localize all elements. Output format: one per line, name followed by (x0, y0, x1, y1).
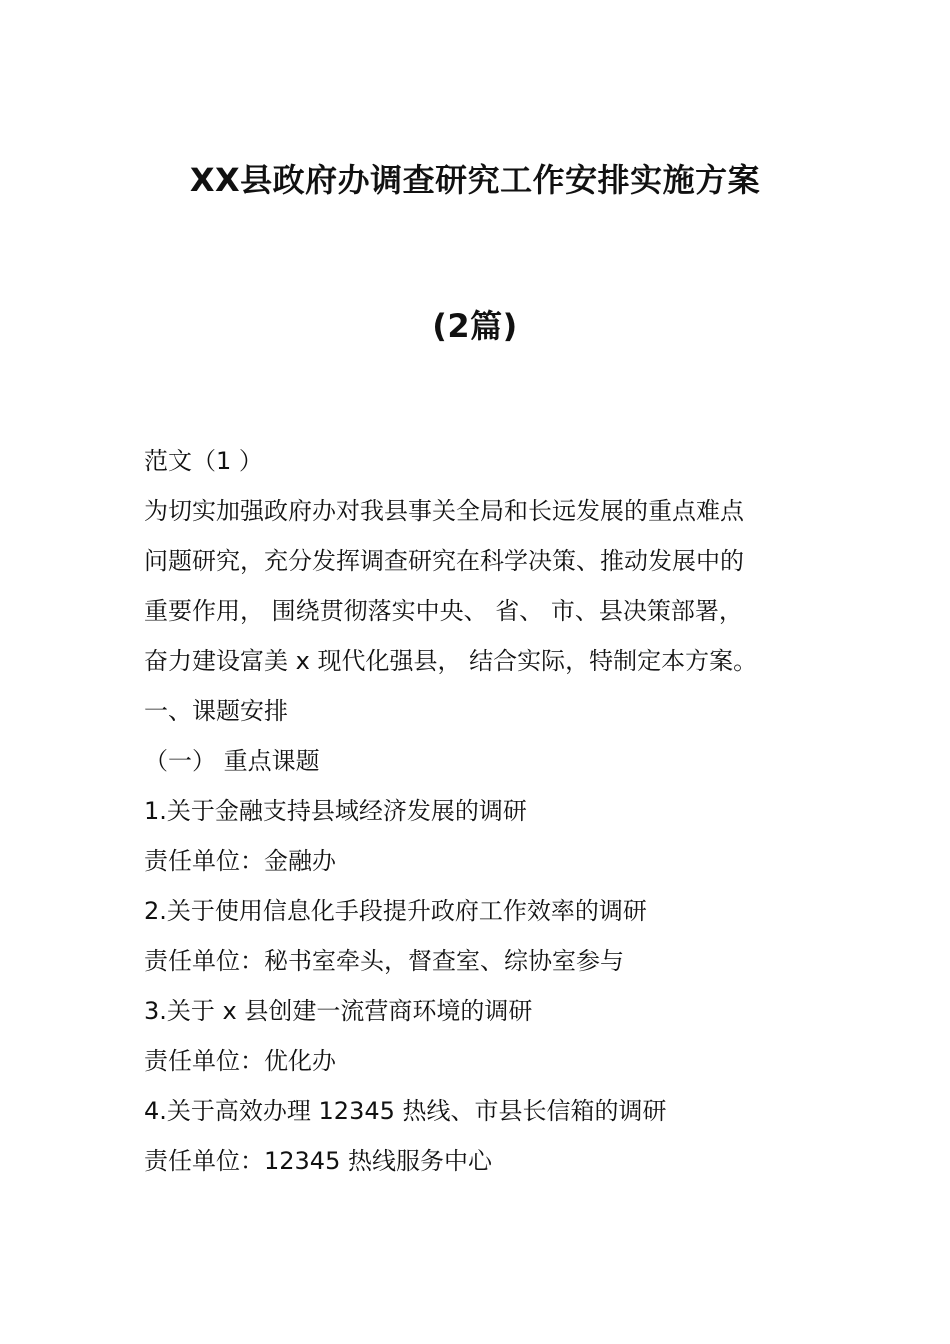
intro-paragraph-line-3: 重要作用， 围绕贯彻落实中央、 省、 市、县决策部署， (144, 597, 743, 625)
responsible-unit-2: 责任单位：秘书室牵头，督查室、综协室参与 (144, 947, 624, 975)
topic-item-4: 4.关于高效办理 12345 热线、市县长信箱的调研 (144, 1097, 667, 1125)
intro-paragraph-line-2: 问题研究，充分发挥调查研究在科学决策、推动发展中的 (144, 547, 744, 575)
section-heading-sample-1: 范文（1 ） (144, 447, 263, 475)
responsible-unit-1: 责任单位：金融办 (144, 847, 336, 875)
subsection-heading-key-topics: （一） 重点课题 (144, 747, 320, 775)
document-body (144, 436, 824, 1186)
section-heading-topics: 一、课题安排 (144, 697, 288, 725)
topic-item-1: 1.关于金融支持县域经济发展的调研 (144, 797, 527, 825)
document-subtitle: (2篇) (432, 307, 518, 345)
topic-item-3: 3.关于 x 县创建一流营商环境的调研 (144, 997, 533, 1025)
topic-item-2: 2.关于使用信息化手段提升政府工作效率的调研 (144, 897, 647, 925)
responsible-unit-3: 责任单位：优化办 (144, 1047, 336, 1075)
document-title: XX县政府办调查研究工作安排实施方案 (189, 161, 761, 199)
responsible-unit-4: 责任单位：12345 热线服务中心 (144, 1147, 492, 1175)
intro-paragraph-line-1: 为切实加强政府办对我县事关全局和长远发展的重点难点 (144, 497, 744, 525)
intro-paragraph-line-4: 奋力建设富美 x 现代化强县， 结合实际，特制定本方案。 (144, 647, 758, 675)
